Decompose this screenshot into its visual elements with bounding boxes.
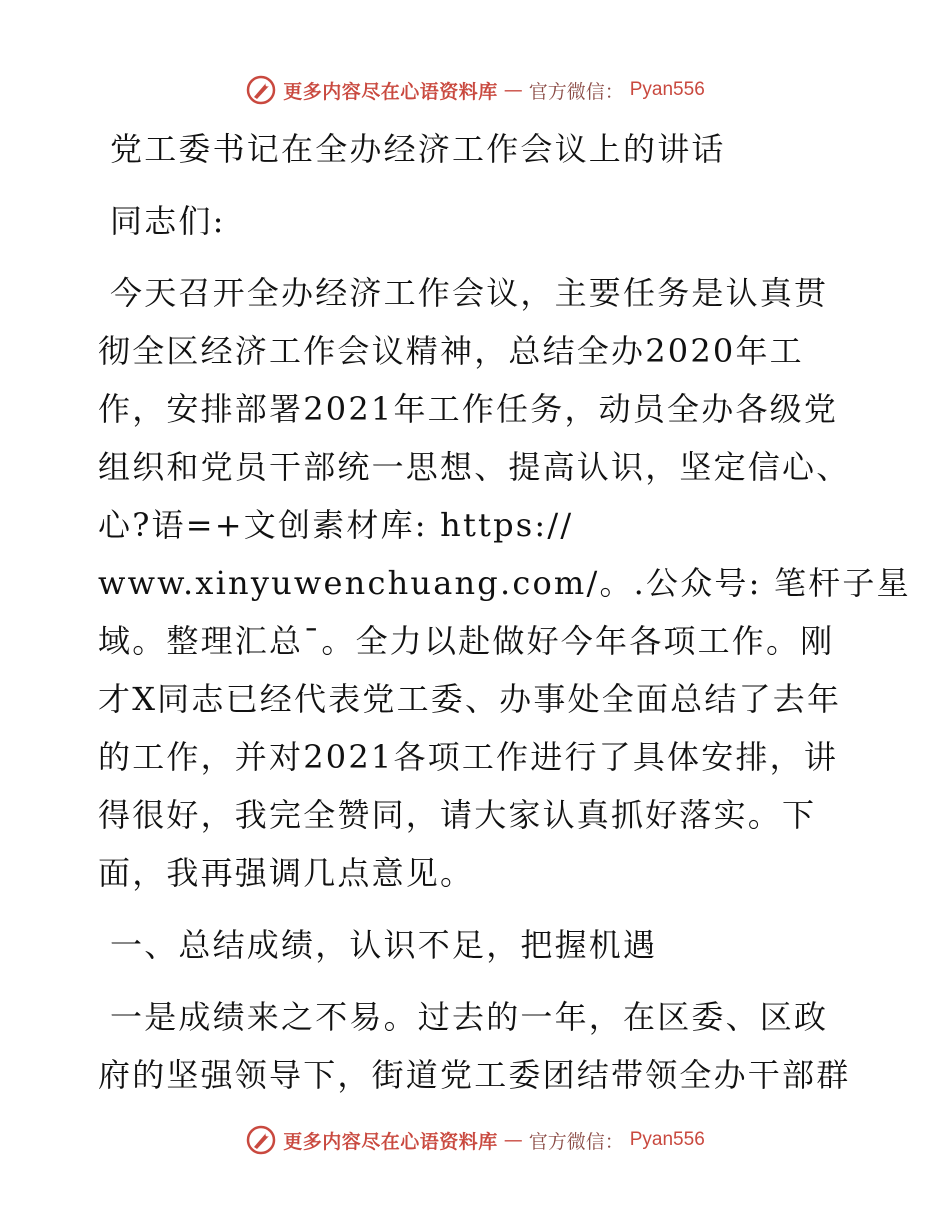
spacer <box>98 250 848 264</box>
paragraph-line: 作，安排部署2021年工作任务，动员全办各级党 <box>98 390 839 428</box>
banner-separator: — <box>503 79 523 101</box>
paragraph-line: 一是成绩来之不易。过去的一年，在区委、区政 <box>110 998 829 1036</box>
banner-text: 更多内容尽在心语资料库 <box>283 80 498 103</box>
spacer <box>98 974 848 988</box>
paragraph-line: www.xinyuwenchuang.com/。.公众号: 笔杆子星 <box>98 564 911 602</box>
section-heading: 一、总结成绩，认识不足，把握机遇 <box>110 926 658 964</box>
banner-label: 官方微信： <box>528 80 624 103</box>
banner-wechat-id: Pyan556 <box>629 1129 705 1150</box>
greeting: 同志们: <box>110 202 226 240</box>
paragraph-line: 得很好，我完全赞同，请大家认真抓好落实。下 <box>98 796 817 834</box>
spacer <box>98 178 848 192</box>
banner-inner <box>245 1124 705 1156</box>
paragraph-line: 组织和党员干部统一思想、提高认识，坚定信心、 <box>98 448 851 486</box>
paragraph-line: 面，我再强调几点意见。 <box>98 854 475 892</box>
document-body <box>98 120 911 1104</box>
paragraph-line: 府的坚强领导下，街道党工委团结带领全办干部群 <box>98 1056 851 1094</box>
paragraph-line: 今天召开全办经济工作会议，主要任务是认真贯 <box>110 274 829 312</box>
pen-nib-logo-icon <box>245 74 277 106</box>
footer-banner <box>0 1120 950 1160</box>
banner-separator: — <box>503 1129 523 1151</box>
banner-label: 官方微信： <box>528 1130 624 1153</box>
paragraph-line: 域。整理汇总¯。全力以赴做好今年各项工作。刚 <box>98 622 835 660</box>
banner-inner <box>245 74 705 106</box>
paragraph-line: 心?语=+文创素材库: https:// <box>98 506 574 544</box>
document-title: 党工委书记在全办经济工作会议上的讲话 <box>110 130 726 168</box>
paragraph-2 <box>98 988 851 1104</box>
spacer <box>98 902 848 916</box>
paragraph-line: 的工作，并对2021各项工作进行了具体安排，讲 <box>98 738 839 776</box>
header-banner <box>0 70 950 110</box>
pen-nib-logo-icon <box>245 1124 277 1156</box>
paragraph-1 <box>98 264 911 902</box>
banner-text: 更多内容尽在心语资料库 <box>283 1130 498 1153</box>
banner-wechat-id: Pyan556 <box>629 79 705 100</box>
paragraph-line: 彻全区经济工作会议精神，总结全办2020年工 <box>98 332 804 370</box>
paragraph-line: 才X同志已经代表党工委、办事处全面总结了去年 <box>98 680 842 718</box>
